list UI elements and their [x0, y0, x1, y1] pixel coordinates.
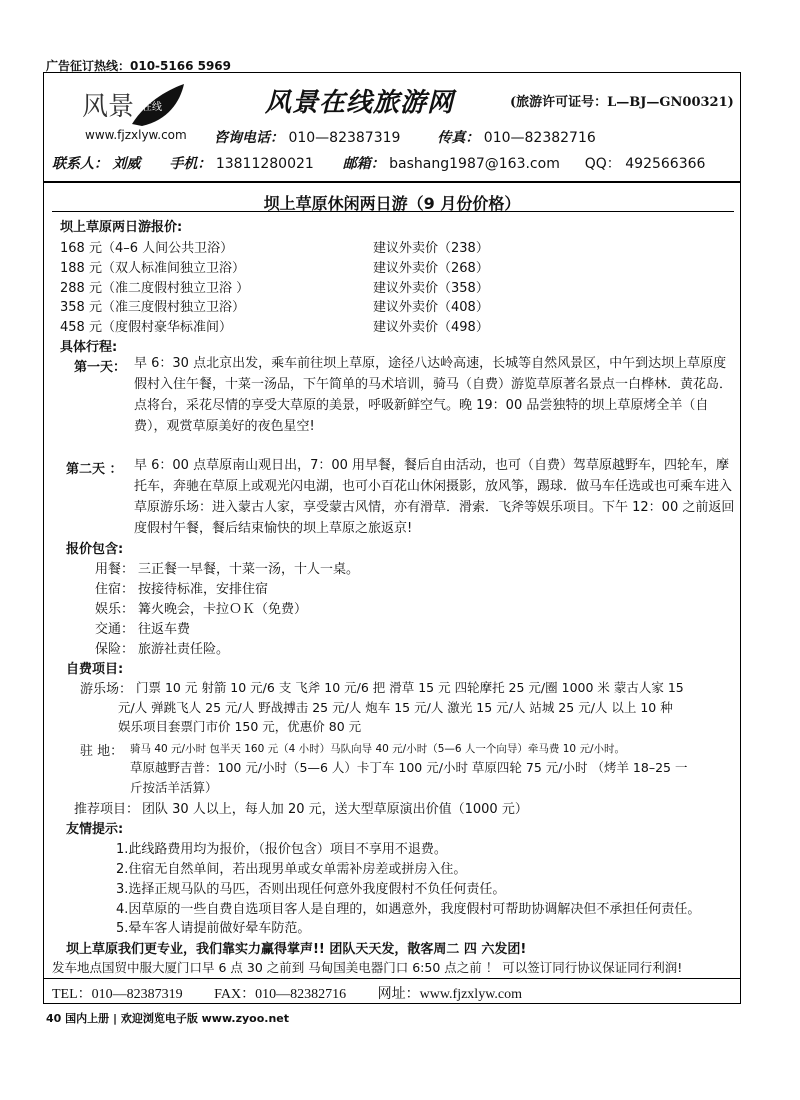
suggest-price: 建议外卖价（358） [373, 281, 489, 296]
tip-item: 1.此线路费用均为报价，（报价包含）项目不享用不退费。 [116, 842, 447, 857]
day1-label: 第一天： [74, 360, 127, 375]
suggest-price: 建议外卖价（268） [373, 261, 489, 276]
included-heading: 报价包含: [66, 542, 124, 557]
price-row: 188 元（双人标准间独立卫浴） [60, 261, 245, 276]
suggest-price: 建议外卖价（408） [373, 300, 489, 315]
price-row: 168 元（4–6 人间公共卫浴） [60, 241, 234, 256]
park-label: 游乐场： [80, 682, 133, 697]
included-label: 交通： [95, 622, 135, 637]
included-label: 保险： [95, 642, 135, 657]
contact-label: 联系人： [52, 156, 108, 172]
price-row: 458 元（度假村豪华标准间） [60, 320, 232, 335]
logo-badge: 在线 [142, 102, 162, 113]
ad-hotline: 广告征订热线：010-5166 5969 [46, 59, 232, 73]
footer-divider [43, 978, 741, 979]
included-label: 用餐： [95, 562, 135, 577]
mobile-number: 13811280021 [215, 156, 314, 172]
selfpay-heading: 自费项目: [66, 662, 124, 677]
footer-fax: FAX：010—82382716 [214, 987, 347, 1002]
included-label: 娱乐： [95, 602, 135, 617]
qq-label: QQ： [584, 156, 621, 172]
phone-fax-line [214, 127, 596, 147]
included-value: 按接待标准，安排住宿 [138, 582, 269, 597]
departure-info: 发车地点国贸中服大厦门口早 6 点 30 之前到 马甸国美电器门口 6:50 点之前 ！ 可以签订同行协议保证同行利润! [52, 960, 683, 975]
fax-number: 010—82382716 [483, 130, 596, 146]
email-label: 邮箱： [342, 156, 385, 172]
page-title: 坝上草原休闲两日游（9 月份价格） [263, 194, 521, 213]
camp-line: 斤按活羊活算） [130, 780, 218, 795]
included-value: 旅游社责任险。 [138, 642, 230, 657]
price-heading: 坝上草原两日游报价: [60, 220, 183, 235]
mobile-label: 手机： [169, 156, 212, 172]
consult-label: 咨询电话： [214, 130, 284, 146]
included-value: 篝火晚会，卡拉ＯＫ（免费） [138, 602, 308, 617]
suggest-price: 建议外卖价（498） [373, 320, 489, 335]
tip-item: 4.因草原的一些自费自选项目客人是自理的，如遇意外，我度假村可帮助协调解决但不承担任何责任。 [116, 902, 701, 917]
consult-phone: 010—82387319 [288, 130, 401, 146]
day2-label: 第二天 ： [66, 462, 123, 477]
price-row: 288 元（准二度假村独立卫浴 ） [60, 281, 250, 296]
camp-label: 驻 地： [80, 744, 124, 759]
logo-url[interactable]: www.fjzxlyw.com [85, 128, 187, 142]
recommend-label: 推荐项目： [74, 802, 140, 817]
day1-text: 早 6：30 点北京出发，乘车前往坝上草原，途径八达岭高速，长城等自然风景区，中午到达坝上草原度假村入住午餐，十菜一汤品，下午简单的马术培训，骑马（自费）游览草原著名景点一白桦林．黄花岛．点将台，采花尽情的享受大草原的美景，呼吸新鲜空气。晚 19：00 品尝独特的坝上草原烤全羊（自费），观赏草原美好的夜色星空! [134, 356, 733, 434]
day2-text: 早 6：00 点草原南山观日出，7：00 用早餐，餐后自由活动，也可（自费）驾草原越野车，四轮车，摩托车，奔驰在草原上或观光闪电湖，也可小百花山休闲摄影，放风筝，踢球．做马车任选或也可乘车进入草原游乐场：进入蒙古人家，享受蒙古风情，亦有滑草．滑索．飞斧等娱乐项目。下午 12：00 之前返回度假村午餐，餐后结束愉快的坝上草原之旅返京! [134, 458, 735, 536]
license-number: (旅游许可证号：L—BJ—GN00321) [510, 95, 734, 110]
site-name: 风景在线旅游网 [265, 88, 455, 118]
camp-line: 草原越野吉普：100 元/小时（5—6 人）卡丁车 100 元/小时 草原四轮 75 元/小时 （烤羊 18–25 一 [130, 760, 688, 775]
park-line: 元/人 弹跳飞人 25 元/人 野战搏击 25 元/人 炮车 15 元/人 激光 15 元/人 站城 25 元/人 以上 10 种 [118, 700, 673, 715]
tip-item: 3.选择正规马队的马匹，否则出现任何意外我度假村不负任何责任。 [116, 882, 506, 897]
suggest-price: 建议外卖价（238） [373, 241, 489, 256]
park-line: 门票 10 元 射箭 10 元/6 支 飞斧 10 元/6 把 滑草 15 元 四轮摩托 25 元/圈 1000 米 蒙古人家 15 [136, 680, 684, 695]
email-address[interactable]: bashang1987@163.com [389, 156, 560, 172]
camp-line: 骑马 40 元/小时 包半天 160 元（4 小时）马队向导 40 元/小时（5—6 人一个向导）牵马费 10 元/小时。 [130, 743, 625, 755]
page-footer: 40 国内上册 | 欢迎浏览电子版 www.zyoo.net [46, 1012, 290, 1025]
qq-number: 492566366 [625, 156, 706, 172]
tip-item: 5.晕车客人请提前做好晕车防范。 [116, 921, 311, 936]
tip-item: 2.住宿无自然单间，若出现男单或女单需补房差或拼房入住。 [116, 862, 467, 877]
fax-label: 传真： [437, 130, 480, 146]
logo-text: 风景 [82, 92, 135, 122]
footer-contact [52, 983, 550, 1003]
header-divider [43, 181, 741, 183]
included-label: 住宿： [95, 582, 135, 597]
recommend-value: 团队 30 人以上，每人加 20 元，送大型草原演出价值（1000 元） [142, 802, 528, 817]
title-divider [52, 211, 734, 212]
slogan: 坝上草原我们更专业，我们靠实力赢得掌声!! 团队天天发，散客周二 四 六发团! [66, 942, 527, 957]
itinerary-heading: 具体行程: [60, 340, 118, 355]
included-value: 三正餐一早餐，十菜一汤，十人一桌。 [138, 562, 360, 577]
footer-tel: TEL：010—82387319 [52, 987, 183, 1002]
contact-line [52, 153, 705, 173]
tips-heading: 友情提示: [66, 822, 124, 837]
price-row: 358 元（准三度假村独立卫浴） [60, 300, 245, 315]
included-value: 往返车费 [138, 622, 191, 637]
contact-name: 刘威 [112, 156, 141, 172]
park-line: 娱乐项目套票门市价 150 元，优惠价 80 元 [118, 719, 362, 734]
footer-web[interactable]: 网址：www.fjzxlyw.com [377, 987, 523, 1002]
